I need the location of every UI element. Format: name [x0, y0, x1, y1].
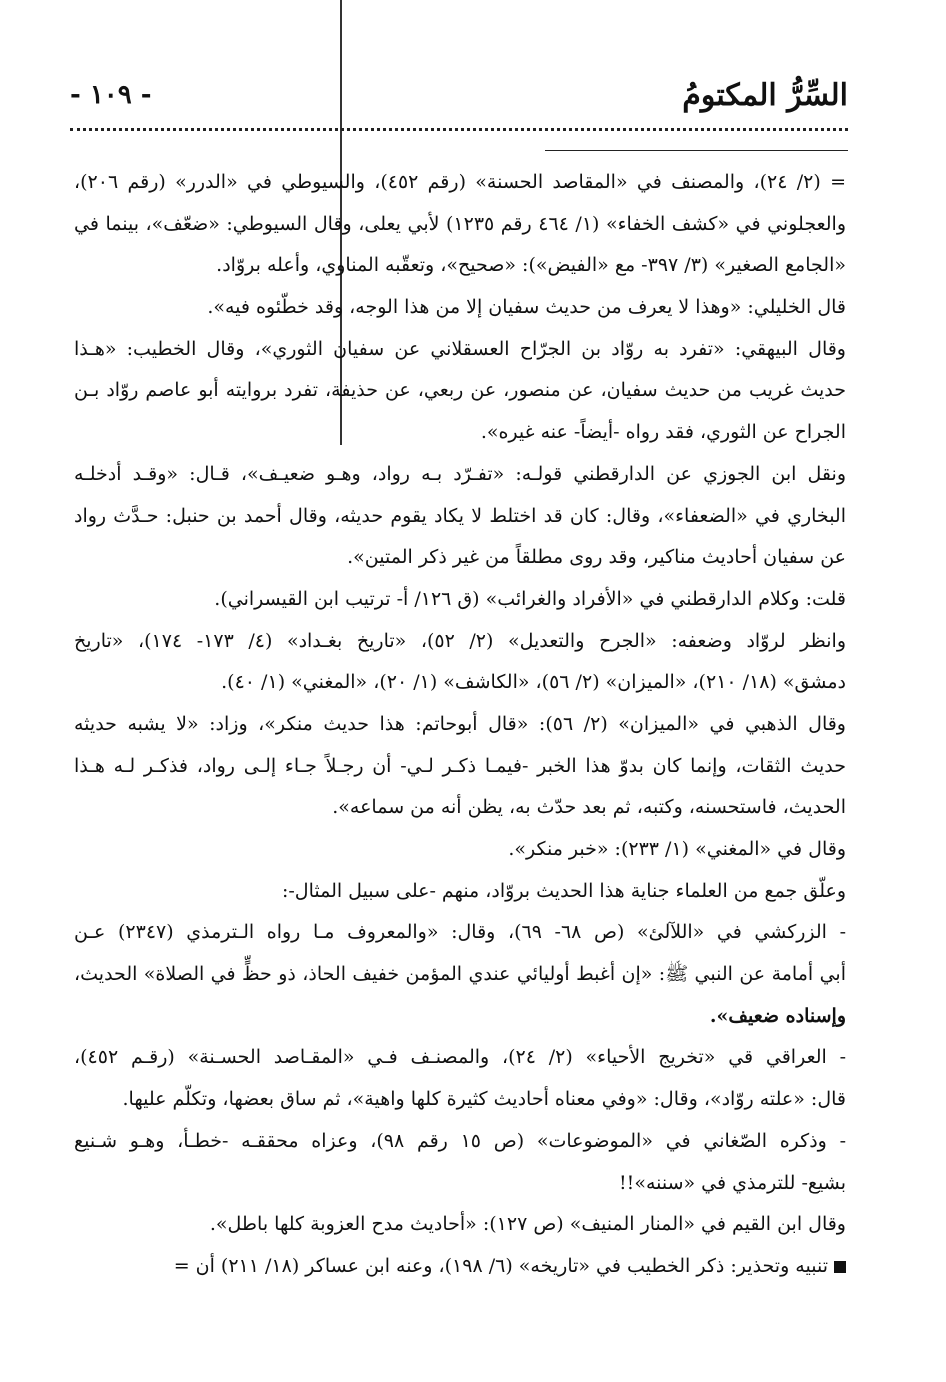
- page-number: - ١٠٩ -: [70, 80, 152, 110]
- text-line: وقال ابن القيم في «المنار المنيف» (ص ١٢٧): «أحاديث مدح العزوبة كلها باطل».: [209, 1213, 846, 1236]
- text-line: [74, 1246, 846, 1288]
- note-line: تنبيه وتحذير: ذكر الخطيب في «تاريخه» (٦/ ١٩٨)، وعنه ابن عساكر (١٨/ ٢١١) أن =: [173, 1254, 828, 1277]
- text-line: ونقل ابن الجوزي عن الدارقطني قولـه: «تفـرّد بـه رواد، وهـو ضعيـف»، قـال: «وقـد أدخلـه: [74, 462, 846, 485]
- text-line: - وذكره الصّغاني في «الموضوعات» (ص ١٥ رقم ٩٨)، وعزاه محققـه -خطـأ، وهـو شـنيع: [74, 1129, 846, 1152]
- text-line: قلت: وكلام الدارقطني في «الأفراد والغرائب» (ق ١٢٦/ أ- ترتيب ابن القيسراني).: [214, 587, 846, 610]
- text-line: وقال البيهقي: «تفرد به روّاد بن الجرّاح العسقلاني عن سفيان الثوري»، وقال الخطيب: «هـذا: [74, 337, 846, 360]
- text-line: أبي أمامة عن النبي ﷺ: «إن أغبط أوليائي عندي المؤمن خفيف الحاذ، ذو حظٍّ في الصلاة» الحديث،: [74, 963, 846, 986]
- text-line: والعجلوني في «كشف الخفاء» (١/ ٤٦٤ رقم ١٢٣٥) لأبي يعلى، وقال السيوطي: «ضعّف»، بينما في: [74, 212, 846, 235]
- text-line: عن سفيان أحاديث مناكير، وقد روى مطلقاً من غير ذكر المتين».: [347, 546, 846, 569]
- text-line: دمشق» (١٨/ ٢١٠)، «الميزان» (٢/ ٥٦)، «الكاشف» (١/ ٢٠)، «المغني» (١/ ٤٠).: [221, 671, 846, 694]
- header-dotted-rule: [70, 128, 848, 131]
- header-short-rule: [545, 150, 848, 151]
- text-line: - الزركشي في «اللآلئ» (ص ٦٨- ٦٩)، وقال: «والمعروف مـا رواه الـترمذي (٢٣٤٧) عـن: [74, 921, 846, 944]
- text-line: - العراقي قي «تخريج الأحياء» (٢/ ٢٤)، والمصنـف فـي «المقـاصد الحسـنة» (رقـم ٤٥٢)،: [74, 1046, 846, 1069]
- text-line: حديث غريب من حديث سفيان، عن منصور، عن ربعي، عن حذيفة، تفرد بروايته أبو عاصم روّاد بـن: [74, 379, 846, 402]
- text-line: وإسناده ضعيف».: [709, 1004, 846, 1027]
- text-line: وعلّق جمع من العلماء جناية هذا الحديث بروّاد، منهم -على سبيل المثال-:: [281, 879, 846, 902]
- text-line: قال الخليلي: «وهذا لا يعرف من حديث سفيان إلا من هذا الوجه، وقد خطّئوه فيه».: [207, 296, 846, 319]
- text-line: قال: «علته روّاد»، وقال: «وفي معناه أحاديث كثيرة كلها واهية»، ثم ساق بعضها، وتكلّم عليها.: [122, 1088, 846, 1111]
- text-line: حديث الثقات، وإنما كان بدوّ هذا الخبر -فيمـا ذكـر لـي- أن رجـلاً جـاء إلـى رواد، فذكـر لـه هـذا: [74, 754, 846, 777]
- square-bullet-icon: [834, 1261, 846, 1273]
- text-line: = (٢/ ٢٤)، والمصنف في «المقاصد الحسنة» (رقم ٤٥٢)، والسيوطي في «الدرر» (رقم ٢٠٦)،: [74, 171, 846, 193]
- text-line: وقال الذهبي في «الميزان» (٢/ ٥٦): «قال أبوحاتم: هذا حديث منكر»، وزاد: «لا يشبه حديثه: [74, 712, 846, 735]
- text-line: «الجامع الصغير» (٣/ ٣٩٧- مع «الفيض»): «صحيح»، وتعقّبه المناوي، وأعله بروّاد.: [216, 254, 846, 277]
- page-body: [74, 162, 846, 1288]
- text-line: وانظر لروّاد وضعفه: «الجرح والتعديل» (٢/ ٥٢)، «تاريخ بغـداد» (٤/ ١٧٣- ١٧٤)، «تاريخ: [74, 629, 846, 652]
- text-line: البخاري في «الضعفاء»، وقال: كان قد اختلط لا يكاد يقوم حديثه، وقال أحمد بن حنبل: حـدَّث رواد: [74, 504, 846, 527]
- page-header: [70, 70, 848, 120]
- text-line: الجراح عن الثوري، فقد رواه -أيضاً- عنه غيره».: [480, 421, 846, 444]
- running-title: السِّرُّ المكتومُ: [682, 77, 848, 113]
- text-line: بشيع- للترمذي في «سننه»!!: [619, 1171, 846, 1194]
- text-line: الحديث، فاستحسنه، وكتبه، ثم بعد حدّث به، يظن أنه من سماعه».: [332, 796, 846, 819]
- text-line: وقال في «المغني» (١/ ٢٣٣): «خبر منكر».: [508, 838, 846, 860]
